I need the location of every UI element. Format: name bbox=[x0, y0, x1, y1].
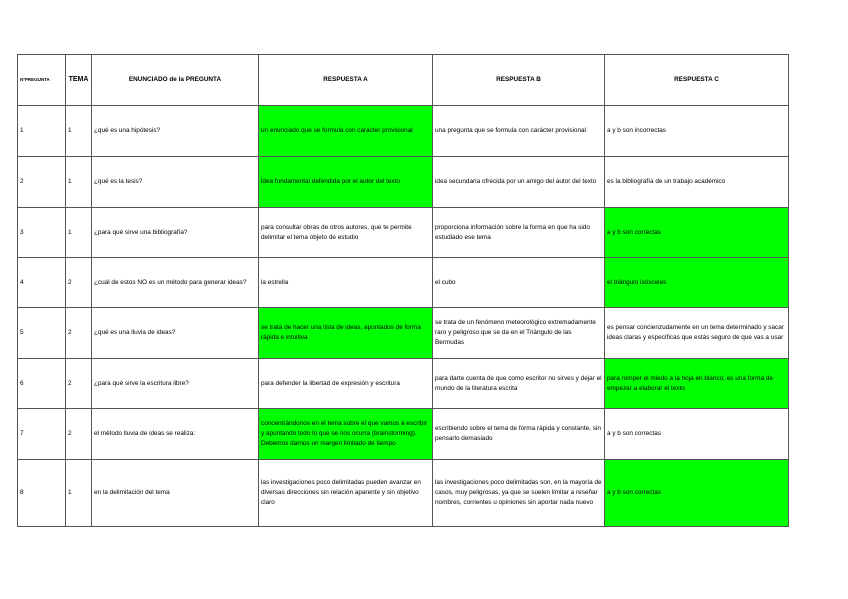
cell-answer-c: a y b son correctas bbox=[605, 409, 789, 460]
table-row bbox=[18, 106, 789, 157]
cell-num: 4 bbox=[18, 258, 66, 308]
table-row bbox=[18, 258, 789, 308]
cell-num: 8 bbox=[18, 460, 66, 527]
cell-answer-b: para darte cuenta de que como escritor no sirves y dejar el mundo de la literatura escrita bbox=[433, 359, 605, 409]
cell-num: 1 bbox=[18, 106, 66, 157]
cell-answer-a: la estrella bbox=[259, 258, 433, 308]
cell-question: ¿para qué sirve la escritura libre? bbox=[92, 359, 259, 409]
cell-tema: 2 bbox=[66, 409, 92, 460]
table-row bbox=[18, 308, 789, 359]
cell-num: 2 bbox=[18, 157, 66, 208]
header-row bbox=[18, 55, 789, 106]
header-num: NºPREGUNTA bbox=[18, 55, 66, 106]
cell-tema: 1 bbox=[66, 208, 92, 258]
cell-question: el método lluvia de ideas se realiza: bbox=[92, 409, 259, 460]
table-row bbox=[18, 157, 789, 208]
cell-answer-a: concentrándonos en el tema sobre el que vamos a escribir y apuntando todo lo que se nos ocurra (brainstorming). Debemos darnos un margen limitado de tiempo bbox=[259, 409, 433, 460]
cell-tema: 1 bbox=[66, 157, 92, 208]
header-enunciado: ENUNCIADO de la PREGUNTA bbox=[92, 55, 259, 106]
cell-answer-a: para consultar obras de otros autores, que te permite delimitar el tema objeto de estudio bbox=[259, 208, 433, 258]
cell-num: 7 bbox=[18, 409, 66, 460]
cell-tema: 1 bbox=[66, 460, 92, 527]
cell-num: 6 bbox=[18, 359, 66, 409]
table-row bbox=[18, 409, 789, 460]
cell-answer-a: idea fundamental defendida por el autor del texto bbox=[259, 157, 433, 208]
cell-question: ¿qué es una lluvia de ideas? bbox=[92, 308, 259, 359]
cell-question: ¿qué es la tesis? bbox=[92, 157, 259, 208]
cell-question: ¿para qué sirve una bibliografía? bbox=[92, 208, 259, 258]
cell-answer-b: el cubo bbox=[433, 258, 605, 308]
cell-answer-b: escribiendo sobre el tema de forma rápida y constante, sin pensarlo demasiado bbox=[433, 409, 605, 460]
cell-answer-b: se trata de un fenómeno meteorológico extremadamente raro y peligroso que se da en el Triángulo de las Bermudas bbox=[433, 308, 605, 359]
header-respuesta-b: RESPUESTA B bbox=[433, 55, 605, 106]
cell-question: en la delimitación del tema bbox=[92, 460, 259, 527]
cell-answer-c: es pensar concienzudamente en un tema determinado y sacar ideas claras y específicas que estás seguro de que vas a usar bbox=[605, 308, 789, 359]
cell-tema: 2 bbox=[66, 359, 92, 409]
cell-answer-b: idea secundaria ofrecida por un amigo del autor del texto bbox=[433, 157, 605, 208]
cell-num: 3 bbox=[18, 208, 66, 258]
cell-answer-a: un enunciado que se formula con carácter provisional bbox=[259, 106, 433, 157]
table-row bbox=[18, 208, 789, 258]
cell-tema: 2 bbox=[66, 258, 92, 308]
cell-question: ¿cuál de estos NO es un método para generar ideas? bbox=[92, 258, 259, 308]
cell-answer-b: una pregunta que se formula con carácter provisional bbox=[433, 106, 605, 157]
cell-answer-c: a y b son correctas bbox=[605, 208, 789, 258]
cell-answer-c: el triángulo isósceles bbox=[605, 258, 789, 308]
cell-tema: 2 bbox=[66, 308, 92, 359]
questions-table bbox=[17, 54, 789, 527]
cell-answer-a: se trata de hacer una lista de ideas, apuntados de forma rápida e intuitiva bbox=[259, 308, 433, 359]
cell-answer-c: para romper el miedo a la hoja en blanco; es una forma de empezar a elaborar el texto bbox=[605, 359, 789, 409]
cell-answer-c: a y b son correctas bbox=[605, 460, 789, 527]
header-respuesta-a: RESPUESTA A bbox=[259, 55, 433, 106]
cell-answer-a: las investigaciones poco delimitadas pueden avanzar en diversas direcciones sin relación aparente y sin objetivo claro bbox=[259, 460, 433, 527]
cell-answer-b: proporciona información sobre la forma en que ha sido estudiado ese tema bbox=[433, 208, 605, 258]
cell-tema: 1 bbox=[66, 106, 92, 157]
cell-answer-c: es la bibliografía de un trabajo académico bbox=[605, 157, 789, 208]
cell-answer-a: para defender la libertad de expresión y escritura bbox=[259, 359, 433, 409]
table-row bbox=[18, 359, 789, 409]
cell-question: ¿qué es una hipótesis? bbox=[92, 106, 259, 157]
header-tema: TEMA bbox=[66, 55, 92, 106]
cell-num: 5 bbox=[18, 308, 66, 359]
cell-answer-c: a y b son incorrectas bbox=[605, 106, 789, 157]
table-row bbox=[18, 460, 789, 527]
cell-answer-b: las investigaciones poco delimitadas son, en la mayoría de casos, muy peligrosas, ya que se suelen limitar a reseñar nombres, corrientes u opiniones sin aportar nada nuevo bbox=[433, 460, 605, 527]
header-respuesta-c: RESPUESTA C bbox=[605, 55, 789, 106]
